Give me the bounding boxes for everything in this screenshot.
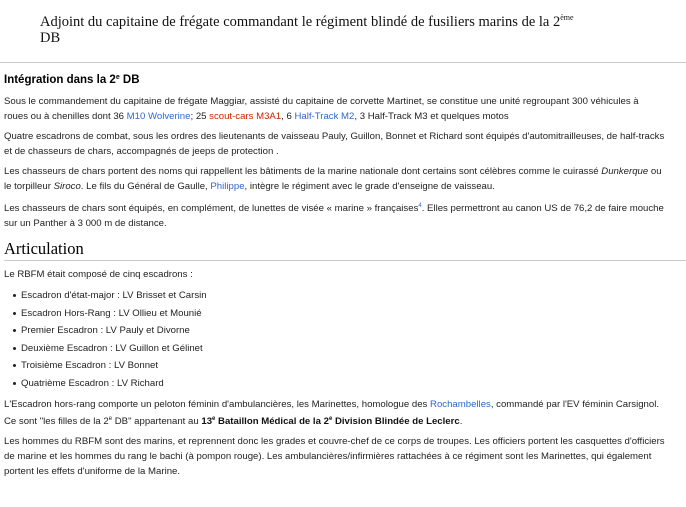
list-item: Escadron Hors-Rang : LV Ollieu et Mounié — [13, 305, 686, 323]
list-item: Quatrième Escadron : LV Richard — [13, 375, 686, 393]
section-heading-integration: Intégration dans la 2e DB — [4, 74, 140, 86]
header-divider — [0, 62, 686, 63]
list-item: Premier Escadron : LV Pauly et Divorne — [13, 322, 686, 340]
page-title-sup: ème — [560, 13, 574, 22]
article-content — [4, 65, 686, 484]
page-title-line2: DB — [40, 30, 61, 46]
paragraph-squadrons: Quatre escadrons de combat, sous les ordres des lieutenants de vaisseau Pauly, Guillon, Bonnet et Richard sont équipés d'automitrailleuses, de half-tracks et de chasseurs de chars, accompagnés de jeeps de protection . — [4, 131, 665, 157]
paragraph-tank-names: Les chasseurs de chars portent des noms qui rappellent les bâtiments de la marine nationale dont certains sont célèbres comme le cuirassé Dunkerque ou le torpilleur Siroco. Le fils du Général de Gaulle, Philippe, intègre le régiment avec le grade d'enseigne de vaisseau. — [4, 166, 662, 192]
list-item: Troisième Escadron : LV Bonnet — [13, 357, 686, 375]
page-title — [40, 10, 640, 46]
link-philippe[interactable]: Philippe — [210, 181, 245, 192]
paragraph-marinettes: L'Escadron hors-rang comporte un peloton féminin d'ambulancières, les Marinettes, homologue des Rochambelles, commandé par l'EV féminin Carsignol. Ce sont "les filles de la 2e DB" appartenant au 13e Bataillon Médical de la 2e Division Blindée de Leclerc. — [4, 399, 660, 427]
link-m10-wolverine[interactable]: M10 Wolverine — [126, 111, 191, 122]
squadron-list — [4, 287, 686, 392]
paragraph-sights: Les chasseurs de chars sont équipés, en complément, de lunettes de visée « marine » françaises$^4$. Elles permettront au canon US de 76,2 de faire mouche sur un Panther à 3 000 m de distance. — [4, 203, 664, 229]
paragraph-intro: Le RBFM était composé de cinq escadrons : — [4, 269, 193, 280]
page-title-text: Adjoint du capitaine de frégate commandant le régiment blindé de fusiliers marins de la 2 — [40, 14, 561, 30]
link-half-track-m2[interactable]: Half-Track M2 — [294, 111, 355, 122]
link-scout-cars[interactable]: scout-cars M3A1 — [209, 111, 282, 122]
battalion-name: 13e Bataillon Médical de la 2e Division Blindée de Leclerc — [201, 416, 460, 427]
link-rochambelles[interactable]: Rochambelles — [430, 399, 491, 410]
reference-4[interactable]: 4 — [418, 203, 422, 209]
paragraph-uniforms: Les hommes du RBFM sont des marins, et reprennent donc les grades et couvre-chef de ce corps de troupes. Les officiers portent les casquettes d'officiers de marine et les hommes du rang le bachi (à pompon rouge). Les ambulancières/infirmières rattachées à ce régiment sont les Marinettes, qui également portent les effets d'uniforme de la Marine. — [4, 436, 665, 477]
section-heading-articulation: Articulation — [4, 239, 686, 261]
list-item: Escadron d'état-major : LV Brisset et Carsin — [13, 287, 686, 305]
list-item: Deuxième Escadron : LV Guillon et Gélinet — [13, 340, 686, 358]
paragraph-command: Sous le commandement du capitaine de frégate Maggiar, assisté du capitaine de corvette Martinet, se constitue une unité regroupant 300 véhicules à roues ou à chenilles dont 36 M10 Wolverine; 25 scout-cars M3A1, 6 Half-Track M2, 3 Half-Track M3 et quelques motos — [4, 96, 639, 122]
